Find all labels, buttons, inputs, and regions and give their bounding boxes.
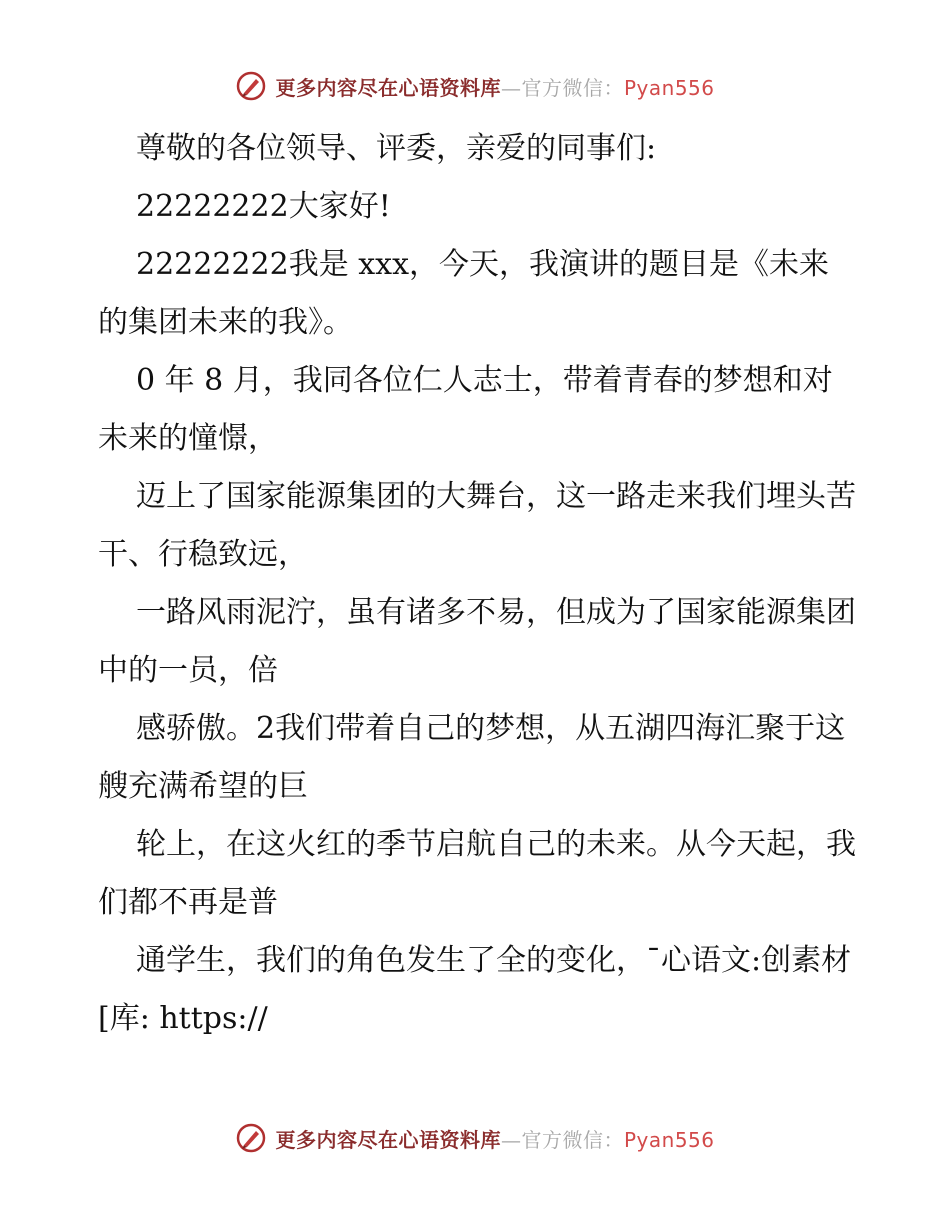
paragraph-body-6: 通学生，我们的角色发生了全的变化，¯心语文:创素材[库: https:// xyxy=(98,943,852,1036)
watermark-text: 更多内容尽在心语资料库—官方微信：Pyan556 xyxy=(275,1127,715,1152)
watermark-text: 更多内容尽在心语资料库—官方微信：Pyan556 xyxy=(275,75,715,100)
paragraph-body-4: 感骄傲。2我们带着自己的梦想，从五湖四海汇聚于这艘充满希望的巨 xyxy=(98,711,846,804)
footer-watermark xyxy=(0,1122,950,1154)
paragraph-greeting: 22222222大家好! xyxy=(136,189,391,224)
paragraph-salutation: 尊敬的各位领导、评委，亲爱的同事们: xyxy=(136,131,657,166)
paragraph-intro: 22222222我是 xxx，今天，我演讲的题目是《未来的集团未来的我》。 xyxy=(98,247,829,340)
red-quill-logo-icon xyxy=(235,70,267,102)
paragraph-body-5: 轮上，在这火红的季节启航自己的未来。从今天起，我们都不再是普 xyxy=(98,827,856,920)
paragraph-body-1: 0 年 8 月，我同各位仁人志士，带着青春的梦想和对未来的憧憬， xyxy=(98,363,833,456)
red-quill-logo-icon xyxy=(235,1122,267,1154)
document-body xyxy=(98,120,858,1048)
paragraph-body-3: 一路风雨泥泞，虽有诸多不易，但成为了国家能源集团中的一员，倍 xyxy=(98,595,856,688)
header-watermark xyxy=(0,70,950,102)
paragraph-body-2: 迈上了国家能源集团的大舞台，这一路走来我们埋头苦干、行稳致远， xyxy=(98,479,856,572)
